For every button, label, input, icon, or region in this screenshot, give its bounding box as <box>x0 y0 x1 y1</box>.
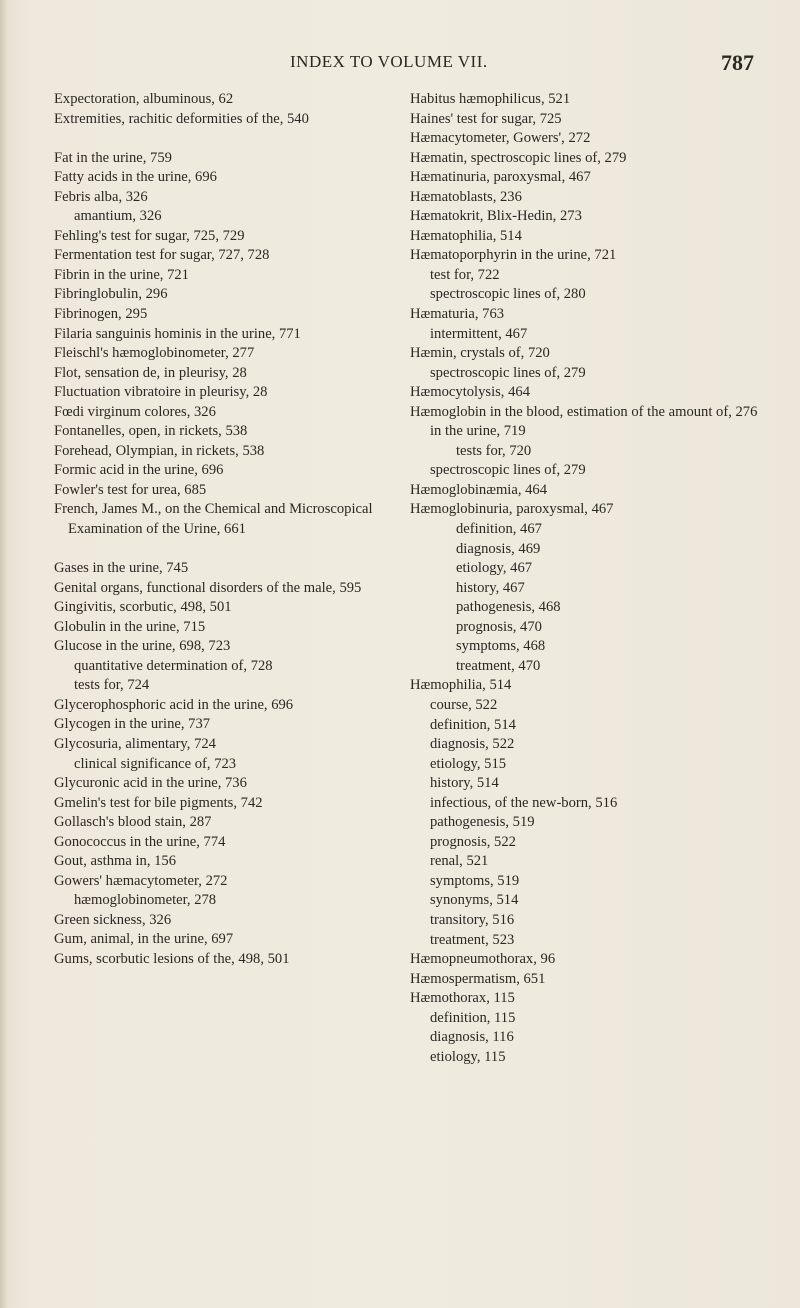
index-subentry: history, 467 <box>456 579 525 596</box>
index-subentry: treatment, 523 <box>430 931 515 948</box>
index-entry: Gonococcus in the urine, 774 <box>54 833 226 850</box>
index-entry: Fatty acids in the urine, 696 <box>54 169 217 186</box>
index-entry: Hæmatoporphyrin in the urine, 721 <box>410 247 617 264</box>
index-entry: Fermentation test for sugar, 727, 728 <box>54 247 270 264</box>
index-entry: Fehling's test for sugar, 725, 729 <box>54 227 245 244</box>
index-subentry: intermittent, 467 <box>430 325 528 342</box>
section-gap <box>54 129 384 149</box>
index-entry: Fat in the urine, 759 <box>54 149 172 166</box>
index-subentry: infectious, of the new-born, 516 <box>430 794 618 811</box>
index-subentry: pathogenesis, 519 <box>430 814 535 831</box>
index-entry: Globulin in the urine, 715 <box>54 618 206 635</box>
index-entry: Gingivitis, scorbutic, 498, 501 <box>54 599 232 616</box>
index-subentry: definition, 467 <box>456 521 542 538</box>
index-entry: Hæmocytolysis, 464 <box>410 384 530 401</box>
index-subentry: spectroscopic lines of, 279 <box>430 462 586 479</box>
index-column-right <box>410 90 770 1067</box>
index-entry: Gmelin's test for bile pigments, 742 <box>54 794 263 811</box>
index-entry: Hæmatokrit, Blix-Hedin, 273 <box>410 208 582 225</box>
index-entry: Gout, asthma in, 156 <box>54 853 177 870</box>
index-subentry: diagnosis, 469 <box>456 540 541 557</box>
index-entry: Glycuronic acid in the urine, 736 <box>54 775 247 792</box>
index-subentry: clinical significance of, 723 <box>74 755 237 772</box>
index-entry: Fowler's test for urea, 685 <box>54 481 207 498</box>
index-subentry: diagnosis, 116 <box>430 1029 514 1046</box>
index-subentry: pathogenesis, 468 <box>456 599 561 616</box>
index-entry: Forehead, Olympian, in rickets, 538 <box>54 442 265 459</box>
index-entry: Glycosuria, alimentary, 724 <box>54 735 216 752</box>
index-entry: Filaria sanguinis hominis in the urine, 771 <box>54 325 301 342</box>
page-edge-shadow <box>0 0 8 1308</box>
index-subentry: definition, 514 <box>430 716 516 733</box>
index-subentry: prognosis, 522 <box>430 833 516 850</box>
index-entry: Gollasch's blood stain, 287 <box>54 814 212 831</box>
index-entry: Glycogen in the urine, 737 <box>54 716 211 733</box>
index-subentry: etiology, 515 <box>430 755 507 772</box>
index-entry: Hæmopneumothorax, 96 <box>410 951 556 968</box>
index-entry: Gums, scorbutic lesions of the, 498, 501 <box>54 950 290 967</box>
index-subentry: transitory, 516 <box>430 911 515 928</box>
index-entry: Fontanelles, open, in rickets, 538 <box>54 423 248 440</box>
index-subentry: treatment, 470 <box>456 657 541 674</box>
index-subentry: spectroscopic lines of, 280 <box>430 286 586 303</box>
index-subentry: spectroscopic lines of, 279 <box>430 364 586 381</box>
index-entry: Hæmophilia, 514 <box>410 677 512 694</box>
index-entry: Hæmospermatism, 651 <box>410 970 546 987</box>
index-entry: Hæmoglobinæmia, 464 <box>410 481 548 498</box>
index-entry: Hæmatin, spectroscopic lines of, 279 <box>410 149 627 166</box>
index-entry: Genital organs, functional disorders of the male, 595 <box>54 579 362 596</box>
section-gap <box>54 540 384 560</box>
index-entry: Formic acid in the urine, 696 <box>54 462 224 479</box>
index-entry: Hæmoglobinuria, paroxysmal, 467 <box>410 501 614 518</box>
running-header: INDEX TO VOLUME VII. <box>290 52 488 71</box>
index-entry: Haines' test for sugar, 725 <box>410 110 562 127</box>
index-entry: Gum, animal, in the urine, 697 <box>54 931 234 948</box>
index-column-left <box>54 90 384 970</box>
index-subentry: amantium, 326 <box>74 208 162 225</box>
index-entry: Hæmaturia, 763 <box>410 306 505 323</box>
index-entry: Fibrinogen, 295 <box>54 305 148 322</box>
index-subentry: symptoms, 468 <box>456 638 546 655</box>
index-entry: Hæmatoblasts, 236 <box>410 188 522 205</box>
index-subentry: test for, 722 <box>430 266 500 283</box>
index-subentry: synonyms, 514 <box>430 892 519 909</box>
index-entry: Hæmoglobin in the blood, estimation of the amount of, 276 <box>410 403 758 420</box>
page-number: 787 <box>721 50 754 75</box>
index-entry: Habitus hæmophilicus, 521 <box>410 91 571 107</box>
index-entry: Fœdi virginum colores, 326 <box>54 403 216 420</box>
index-entry: Glycerophosphoric acid in the urine, 696 <box>54 696 294 713</box>
index-entry: Gowers' hæmacytometer, 272 <box>54 872 228 889</box>
index-entry: Fibrin in the urine, 721 <box>54 266 189 283</box>
index-entry: Green sickness, 326 <box>54 911 172 928</box>
index-entry: French, James M., on the Chemical and Microscopical Examination of the Urine, 661 <box>54 501 373 537</box>
index-subentry: etiology, 467 <box>456 560 533 577</box>
index-entry: Febris alba, 326 <box>54 188 148 205</box>
index-subentry: hæmoglobinometer, 278 <box>74 892 217 909</box>
index-subentry: renal, 521 <box>430 853 489 870</box>
index-subentry: tests for, 724 <box>74 677 150 694</box>
index-entry: Hæmatinuria, paroxysmal, 467 <box>410 169 591 186</box>
index-subentry: course, 522 <box>430 696 498 713</box>
index-entry: Hæmothorax, 115 <box>410 990 515 1007</box>
index-entry: Hæmatophilia, 514 <box>410 227 522 244</box>
index-subentry: quantitative determination of, 728 <box>74 657 273 674</box>
index-entry: Extremities, rachitic deformities of the, 540 <box>54 110 309 127</box>
index-subentry: definition, 115 <box>430 1009 516 1026</box>
index-subentry: prognosis, 470 <box>456 618 542 635</box>
index-entry: Hæmacytometer, Gowers', 272 <box>410 130 591 147</box>
index-entry: Gases in the urine, 745 <box>54 560 189 577</box>
index-subentry: diagnosis, 522 <box>430 736 515 753</box>
index-entry: Fibringlobulin, 296 <box>54 286 168 303</box>
index-entry: Glucose in the urine, 698, 723 <box>54 638 231 655</box>
index-subentry: tests for, 720 <box>456 442 532 459</box>
index-entry: Expectoration, albuminous, 62 <box>54 91 234 107</box>
index-subentry: in the urine, 719 <box>430 423 526 440</box>
index-entry: Hæmin, crystals of, 720 <box>410 345 550 362</box>
index-entry: Fluctuation vibratoire in pleurisy, 28 <box>54 384 268 401</box>
index-entry: Fleischl's hæmoglobinometer, 277 <box>54 345 255 362</box>
index-subentry: symptoms, 519 <box>430 872 520 889</box>
index-subentry: etiology, 115 <box>430 1048 506 1065</box>
index-subentry: history, 514 <box>430 775 499 792</box>
index-entry: Flot, sensation de, in pleurisy, 28 <box>54 364 247 381</box>
